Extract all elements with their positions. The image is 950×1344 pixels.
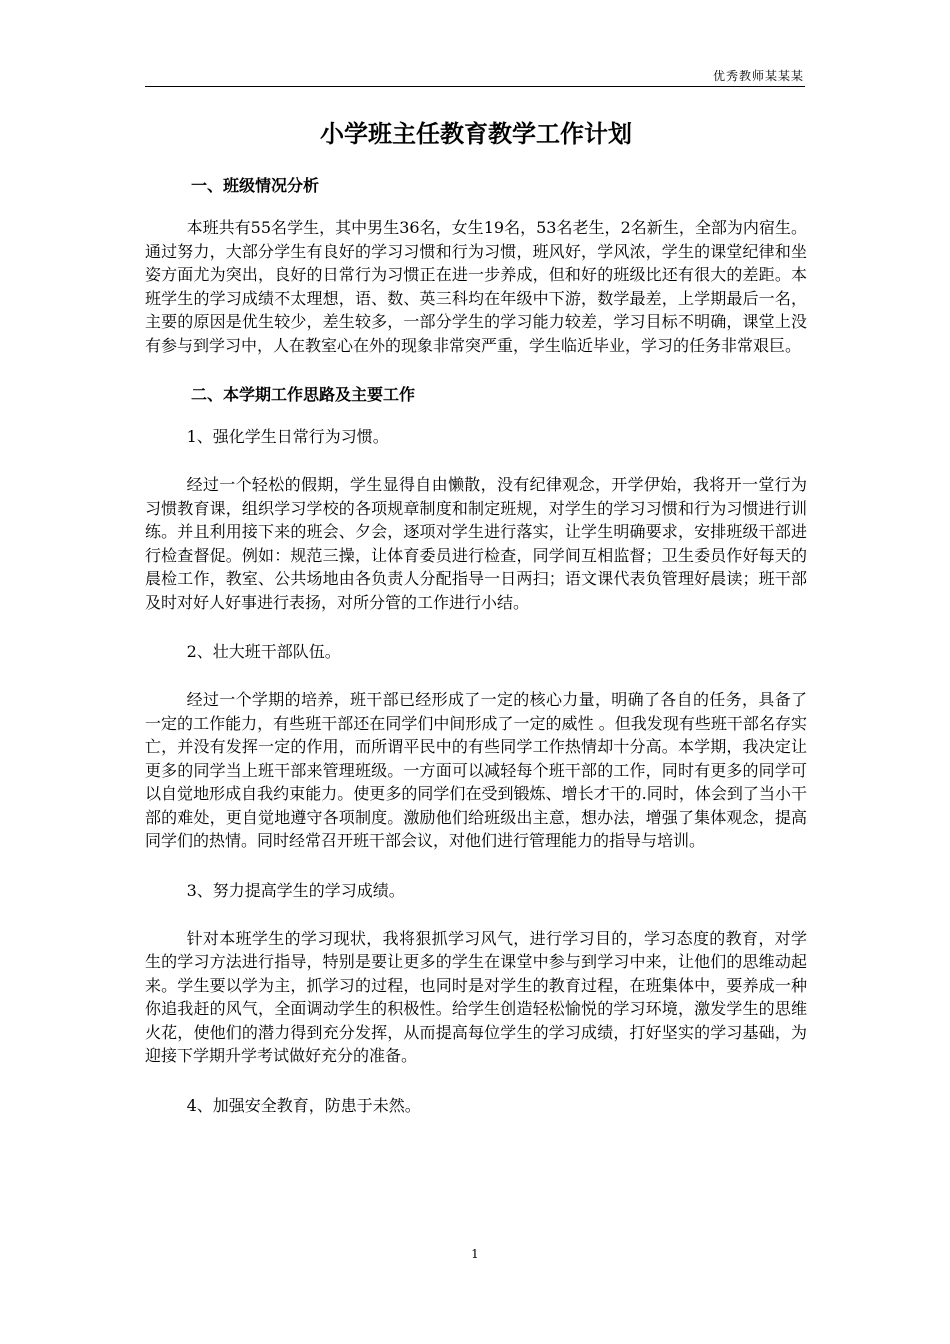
item-4-title: 4、加强安全教育，防患于未然。 (186, 1095, 421, 1115)
item-2-title: 2、壮大班干部队伍。 (186, 642, 341, 661)
item-3-paragraph: 针对本班学生的学习现状，我将狠抓学习风气，进行学习目的，学习态度的教育，对学生的学习方法进行指导，特别是要让更多的学生在课堂中参与到学习中来，让他们的思维动起来。学生要以学为主，抓学习的过程，也同时是对学生的教育过程，在班集体中，要养成一种你追我赶的风气，全面调动学生的积极性。给学生创造轻松愉悦的学习环境，激发学生的思维火花，使他们的潜力得到充分发挥，从而提高每位学生的学习成绩，打好坚实的学习基础，为迎接下学期升学考试做好充分的准备。 (145, 928, 807, 1065)
class-analysis-paragraph: 本班共有55名学生，其中男生36名，女生19名，53名老生，2名新生，全部为内宿生。通过努力，大部分学生有良好的学习习惯和行为习惯，班风好，学风浓，学生的课堂纪律和坐姿方面尤为突出，良好的日常行为习惯正在进一步养成，但和好的班级比还有很大的差距。本班学生的学习成绩不太理想，语、数、英三科均在年级中下游，数学最差，上学期最后一名，主要的原因是优生较少，差生较多，一部分学生的学习能力较差，学习目标不明确，课堂上没有参与到学习中，人在教室心在外的现象非常突严重，学生临近毕业，学习的任务非常艰巨。 (145, 218, 807, 355)
document-title: 小学班主任教育教学工作计划 (320, 120, 632, 148)
header-divider (145, 86, 805, 87)
section-heading-class-analysis: 一、班级情况分析 (191, 176, 320, 195)
item-1-title: 1、强化学生日常行为习惯。 (186, 427, 389, 446)
header-author: 优秀教师某某某 (712, 69, 804, 83)
item-2-paragraph: 经过一个学期的培养，班干部已经形成了一定的核心力量，明确了各自的任务，具备了一定的工作能力，有些班干部还在同学们中间形成了一定的威性 。但我发现有些班干部名存实亡，并没有发挥一定的作用，而所谓平民中的有些同学工作热情却十分高。本学期，我决定让更多的同学当上班干部来管理班级。一方面可以减轻每个班干部的工作，同时有更多的同学可以自觉地形成自我约束能力。使更多的同学们在受到锻炼、增长才干的.同时，体会到了当小干部的难处，更自觉地遵守各项制度。激励他们给班级出主意，想办法，增强了集体观念，提高同学们的热情。同时经常召开班干部会议，对他们进行管理能力的指导与培训。 (145, 690, 807, 850)
item-3-title: 3、努力提高学生的学习成绩。 (186, 880, 405, 900)
page-number: 1 (471, 1247, 479, 1261)
document-body (145, 112, 807, 1142)
section-heading-work-plan: 二、本学期工作思路及主要工作 (191, 385, 416, 404)
item-1-paragraph: 经过一个轻松的假期，学生显得自由懒散，没有纪律观念，开学伊始，我将开一堂行为习惯教育课，组织学习学校的各项规章制度和制定班规，对学生的学习习惯和行为习惯进行训练。并且利用接下来的班会、夕会，逐项对学生进行落实，让学生明确要求，安排班级干部进行检查督促。例如：规范三操，让体育委员进行检查，同学间互相监督；卫生委员作好每天的晨检工作，教室、公共场地由各负责人分配指导一日两扫；语文课代表负管理好晨读；班干部及时对好人好事进行表扬，对所分管的工作进行小结。 (145, 475, 807, 612)
